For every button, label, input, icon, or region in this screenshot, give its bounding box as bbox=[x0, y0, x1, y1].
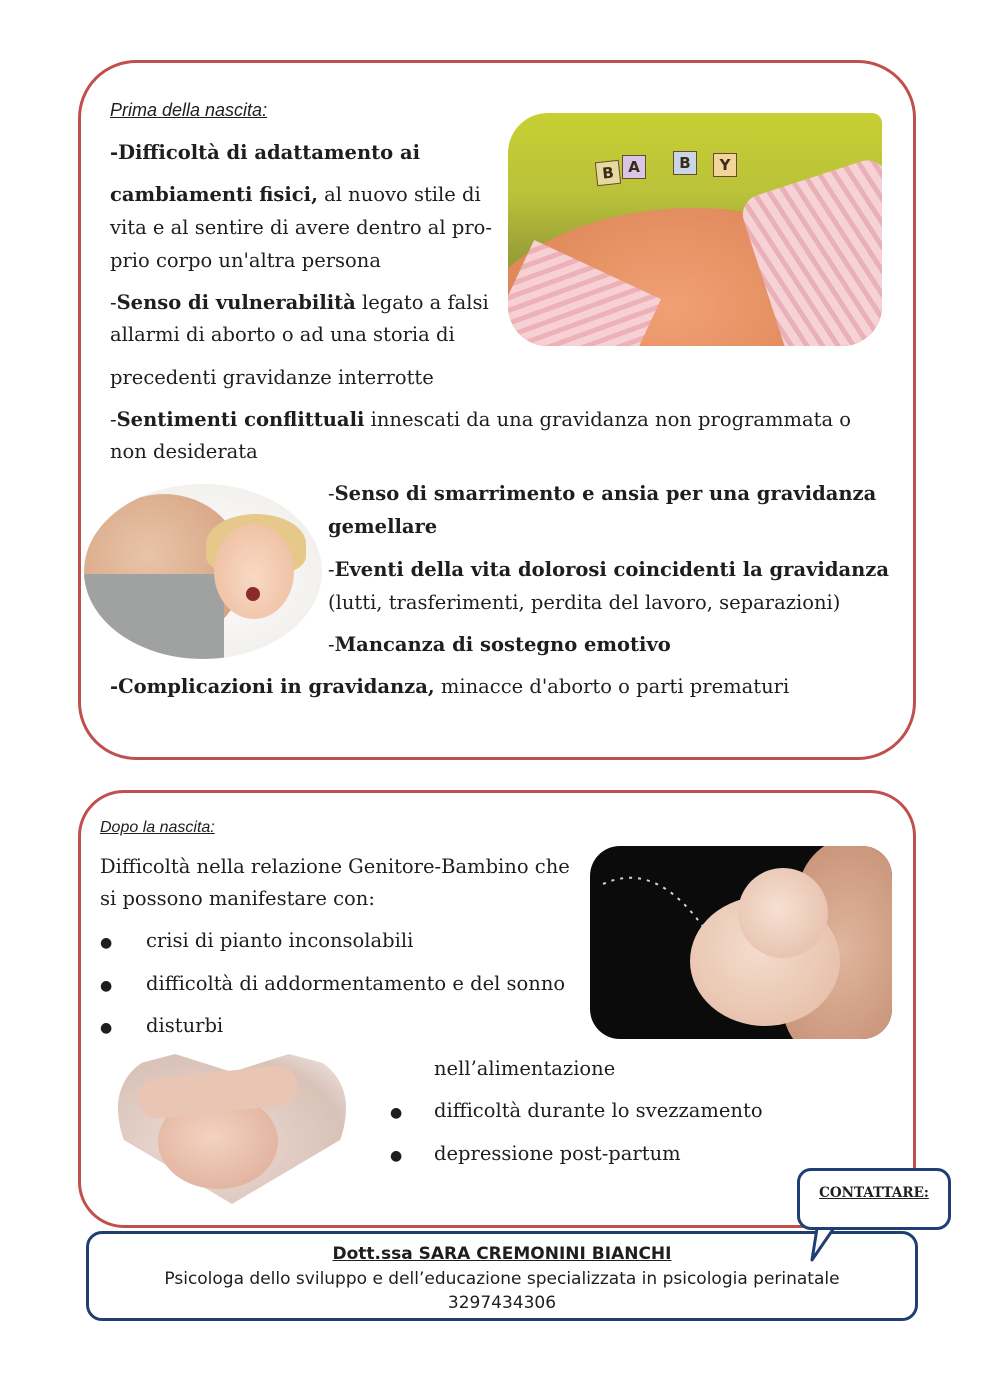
item-twins-line2: gemellare bbox=[328, 515, 438, 538]
item-support: -Mancanza di sostegno emotivo bbox=[328, 633, 671, 656]
item-events-line1: -Eventi della vita dolorosi coincidenti la gravidanza bbox=[328, 558, 889, 581]
bullet-dot: ● bbox=[100, 935, 113, 951]
block-letter: B bbox=[595, 160, 621, 186]
after-birth-heading: Dopo la nascita: bbox=[100, 819, 215, 836]
bullet-dot: ● bbox=[390, 1105, 403, 1121]
pregnant-belly-image bbox=[508, 113, 882, 346]
contact-name: Dott.ssa SARA CREMONINI BIANCHI bbox=[332, 1244, 672, 1264]
contact-phone[interactable]: 3297434306 bbox=[447, 1293, 557, 1313]
newborn-dark-image bbox=[590, 846, 892, 1039]
item-vulnerability-line1: -Senso di vulnerabilità legato a falsi bbox=[110, 291, 489, 314]
bullet-dot: ● bbox=[100, 978, 113, 994]
bullet-depression: depressione post-partum bbox=[434, 1142, 681, 1165]
bullet-weaning: difficoltà durante lo svezzamento bbox=[434, 1099, 763, 1122]
bullet-disorders-cont: nell’alimentazione bbox=[434, 1057, 616, 1080]
bullet-crying: crisi di pianto inconsolabili bbox=[146, 929, 414, 952]
item-conflict-line1: -Sentimenti conflittuali innescati da una gravidanza non programmata o bbox=[110, 408, 852, 431]
bullet-dot: ● bbox=[390, 1148, 403, 1164]
item-events-line2: (lutti, trasferimenti, perdita del lavoro, separazioni) bbox=[328, 591, 841, 614]
block-letter: A bbox=[622, 155, 646, 179]
contact-callout bbox=[797, 1168, 951, 1230]
after-intro-line2: si possono manifestare con: bbox=[100, 887, 375, 910]
item-adaptation-line2: cambiamenti fisici, al nuovo stile di bbox=[110, 183, 481, 206]
bullet-disorders: disturbi bbox=[146, 1014, 224, 1037]
bullet-dot: ● bbox=[100, 1020, 113, 1036]
bullet-sleep: difficoltà di addormentamento e del sonno bbox=[146, 972, 566, 995]
item-twins-line1: -Senso di smarrimento e ansia per una gravidanza bbox=[328, 482, 877, 505]
item-conflict-line2: non desiderata bbox=[110, 440, 258, 463]
item-adaptation-line4: prio corpo un'altra persona bbox=[110, 249, 381, 272]
item-complications: -Complicazioni in gravidanza, minacce d'aborto o parti prematuri bbox=[110, 675, 790, 698]
item-adaptation-line1: -Difficoltà di adattamento ai bbox=[110, 141, 420, 164]
block-letter: Y bbox=[713, 153, 737, 177]
child-and-belly-image bbox=[84, 484, 322, 659]
after-intro-line1: Difficoltà nella relazione Genitore-Bambino che bbox=[100, 855, 570, 878]
contact-panel bbox=[86, 1231, 918, 1321]
before-birth-heading: Prima della nascita: bbox=[110, 100, 268, 120]
water-spray-decoration bbox=[598, 854, 748, 964]
item-adaptation-line3: vita e al sentire di avere dentro al pro- bbox=[110, 216, 492, 239]
item-vulnerability-line2: allarmi di aborto o ad una storia di bbox=[110, 323, 455, 346]
block-letter: B bbox=[673, 151, 697, 175]
item-vulnerability-line3: precedenti gravidanze interrotte bbox=[110, 366, 434, 389]
contact-callout-label: CONTATTARE: bbox=[819, 1185, 929, 1201]
contact-description: Psicologa dello sviluppo e dell’educazione specializzata in psicologia perinatale bbox=[164, 1269, 840, 1289]
